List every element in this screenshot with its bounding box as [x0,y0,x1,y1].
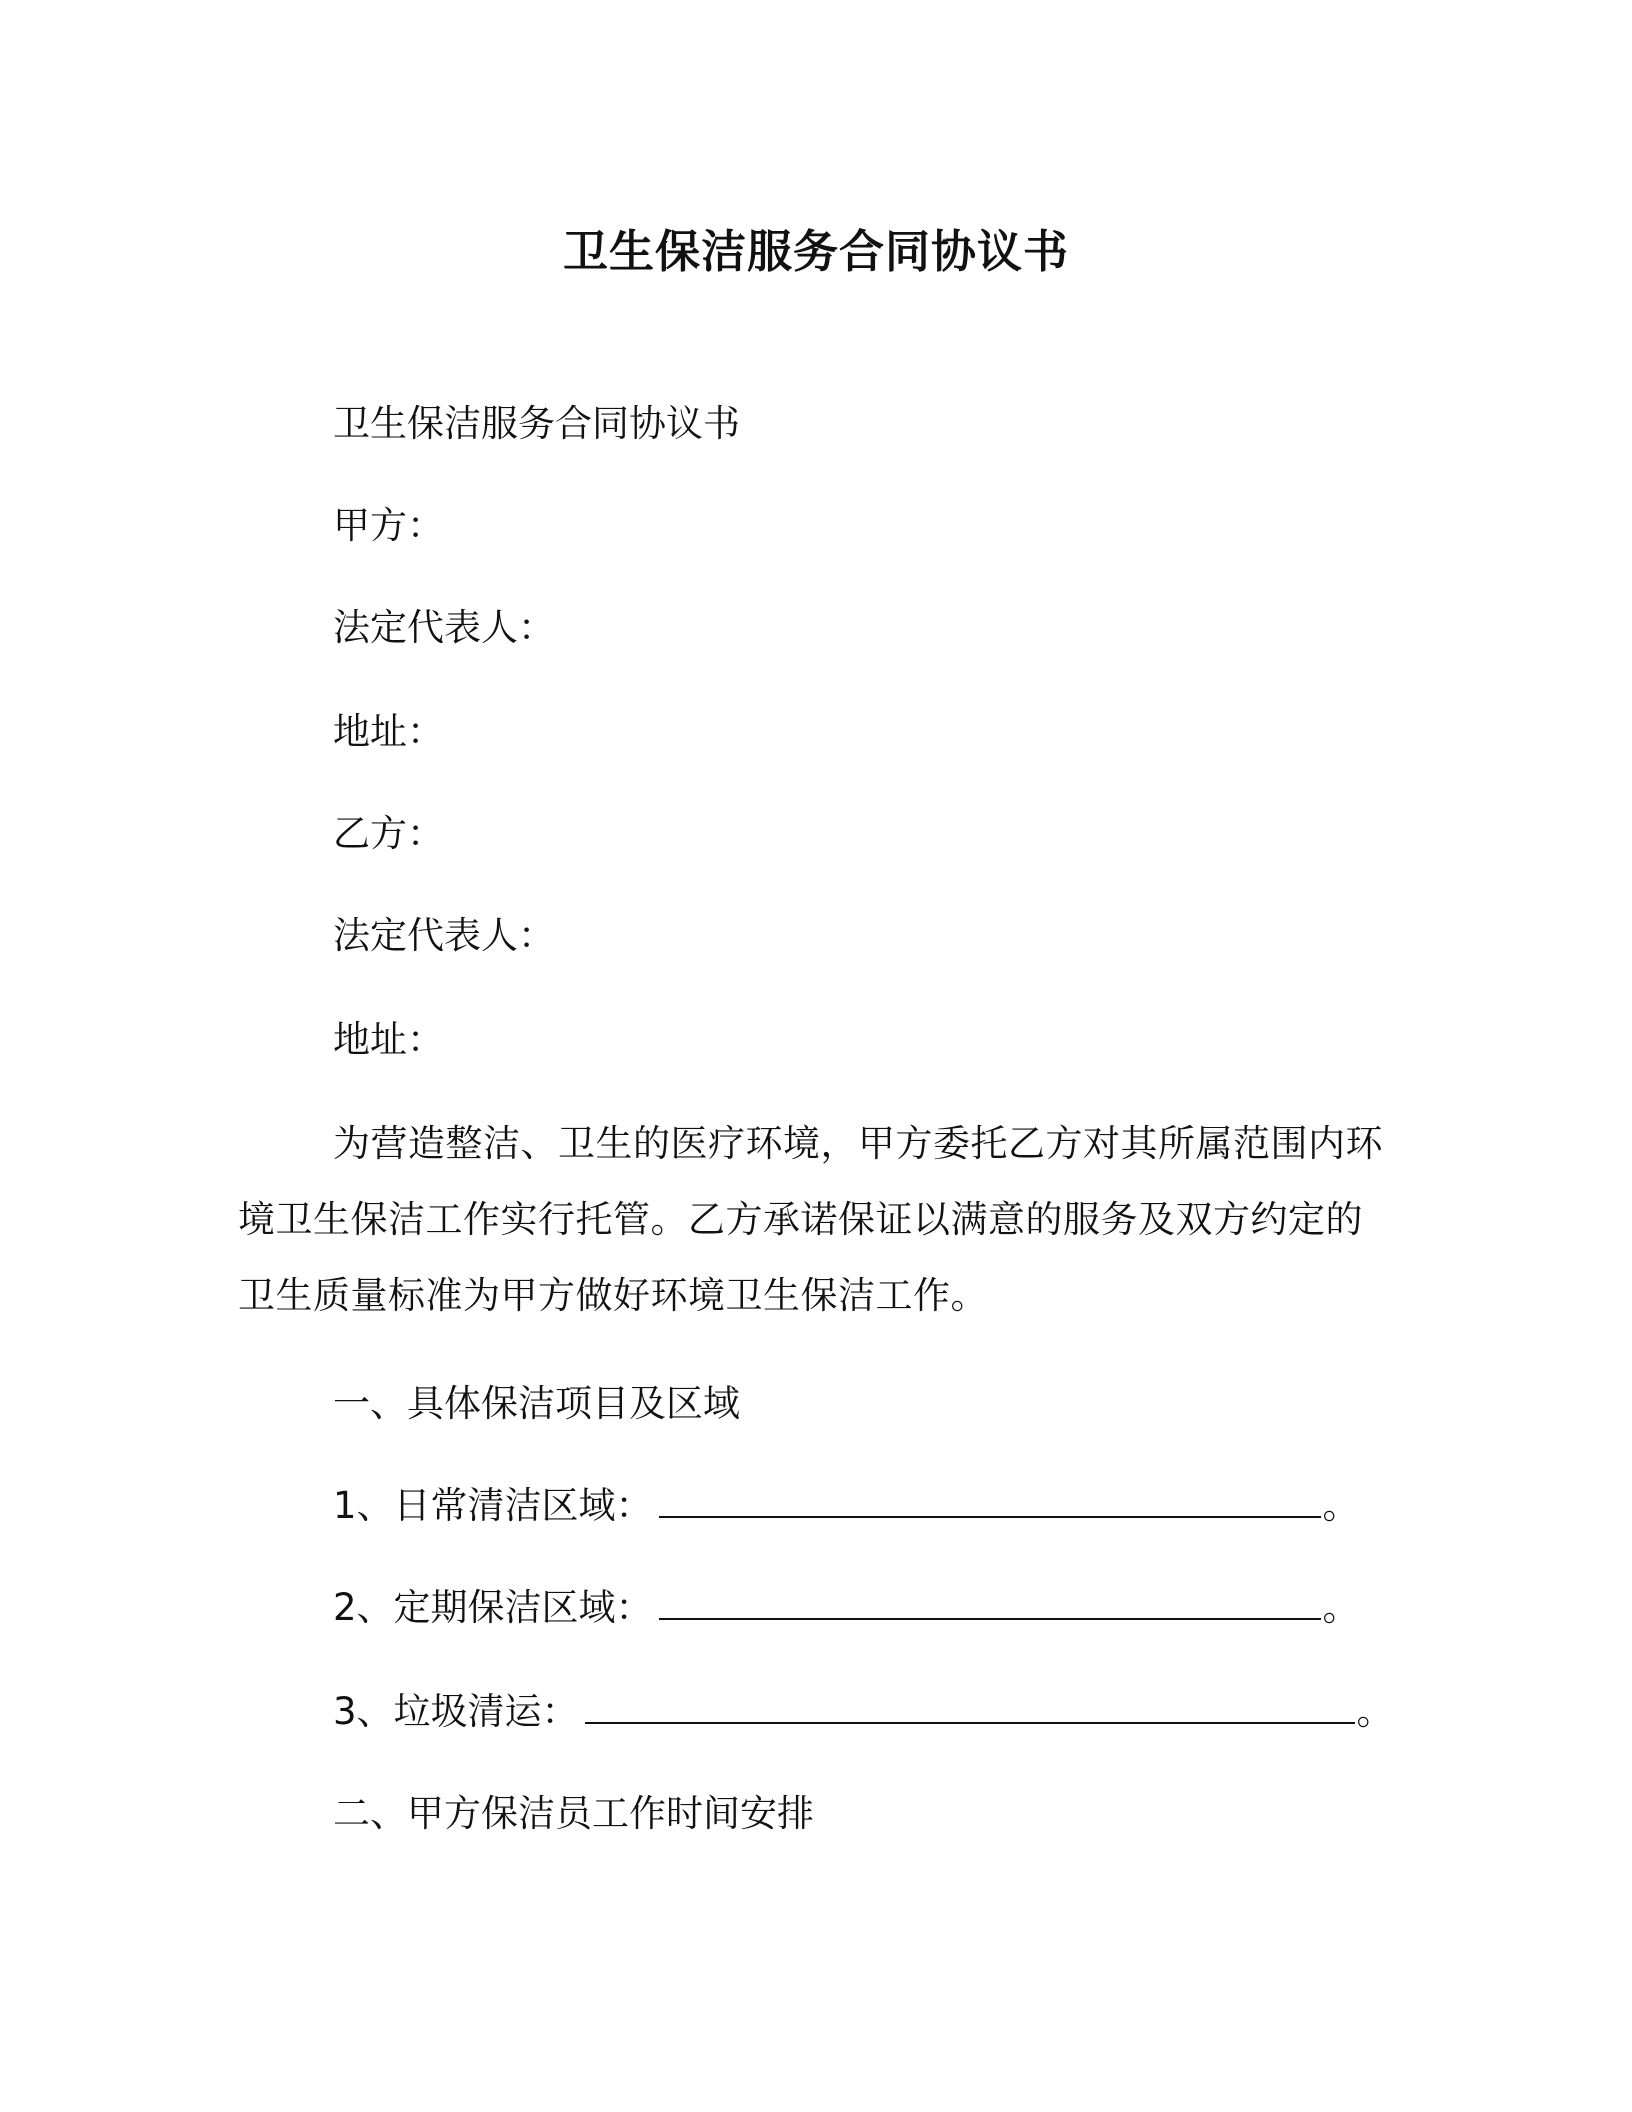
item-1-blank-line [659,1486,1321,1518]
section-1-item-2 [333,1582,1360,1634]
item-3-label: 3、垃圾清运： [333,1690,579,1733]
party-b-representative-label: 法定代表人： [333,914,555,957]
item-1-label: 1、日常清洁区域： [333,1484,653,1527]
section-2-heading: 二、甲方保洁员工作时间安排 [333,1792,814,1835]
section-1-item-1 [333,1480,1360,1532]
item-1-end: 。 [1322,1484,1360,1527]
section-1-heading: 一、具体保洁项目及区域 [333,1382,740,1425]
document-subtitle: 卫生保洁服务合同协议书 [333,402,740,445]
party-a-address-label: 地址： [333,710,444,753]
item-2-label: 2、定期保洁区域： [333,1586,653,1629]
party-b-address-label: 地址： [333,1018,444,1061]
intro-paragraph: 为营造整洁、卫生的医疗环境，甲方委托乙方对其所属范围内环境卫生保洁工作实行托管。乙方承诺保证以满意的服务及双方约定的卫生质量标准为甲方做好环境卫生保洁工作。 [238,1122,1383,1317]
document-title: 卫生保洁服务合同协议书 [562,225,1069,278]
item-2-blank-line [659,1588,1321,1620]
party-b-label: 乙方： [333,812,444,855]
section-1-item-3 [333,1686,1394,1738]
item-2-end: 。 [1322,1586,1360,1629]
item-3-end: 。 [1356,1690,1394,1733]
party-a-label: 甲方： [333,504,444,547]
item-3-blank-line [585,1692,1355,1724]
party-a-representative-label: 法定代表人： [333,606,555,649]
